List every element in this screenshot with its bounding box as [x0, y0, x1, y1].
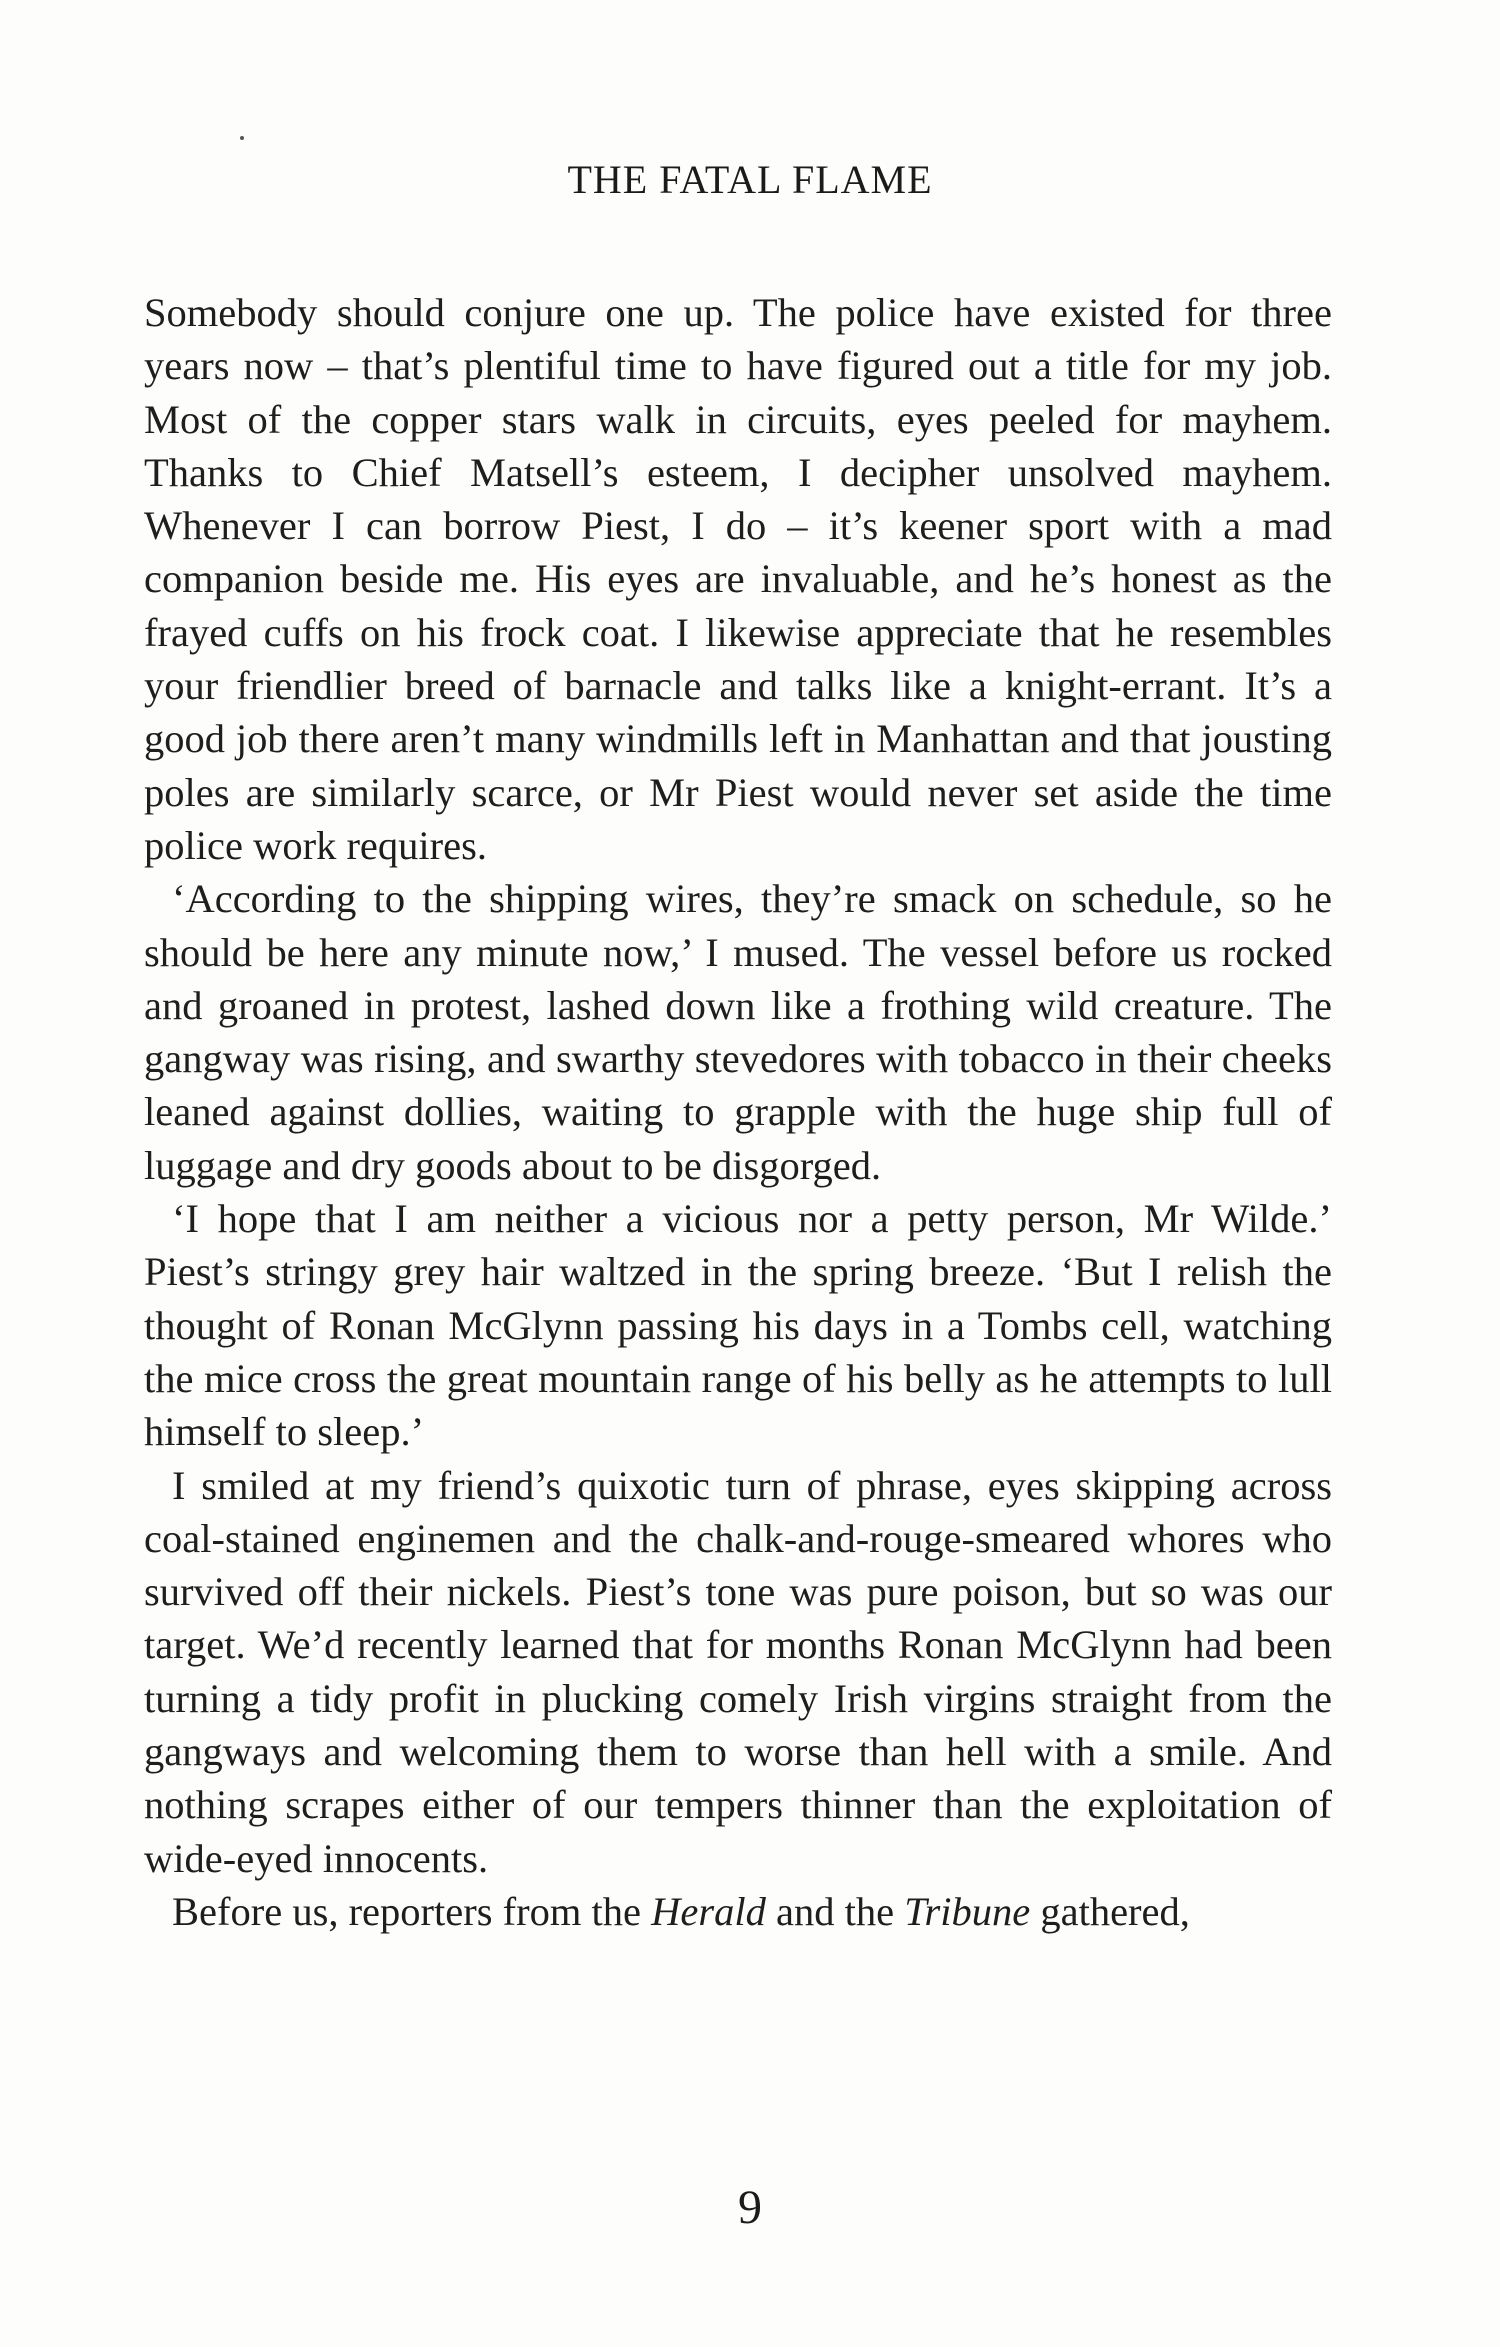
body-text [144, 286, 1332, 1938]
running-head: THE FATAL FLAME [567, 157, 933, 202]
paragraph [144, 1459, 1332, 1885]
text-segment: and the [765, 1888, 905, 1934]
text-segment: Before us, reporters from the [172, 1888, 652, 1934]
text-segment: ‘I hope that I am neither a vicious nor a petty person, Mr Wilde.’ Piest’s stringy grey hair waltzed in the spring breeze. ‘But I relish the thought of Ronan McGlynn passing his days in a Tombs cell, watching the mice cross the great mountain range of his belly as he attempts to lull himself to sleep.’ [144, 1196, 1332, 1455]
text-segment: Somebody should conjure one up. The police have existed for three years now – that’s plentiful time to have figured out a title for my job. Most of the copper stars walk in circuits, eyes peeled for mayhem. Thanks to Chief Matsell’s esteem, I decipher unsolved mayhem. Whenever I can borrow Piest, I do – it’s keener sport with a mad companion beside me. His eyes are invaluable, and he’s honest as the frayed cuffs on his frock coat. I likewise appreciate that he resembles your friendlier breed of barnacle and talks like a knight-errant. It’s a good job there aren’t many windmills left in Manhattan and that jousting poles are similarly scarce, or Mr Piest would never set aside the time police work requires. [144, 290, 1332, 868]
paragraph [144, 1192, 1332, 1458]
paragraph [144, 1885, 1332, 1938]
paragraph [144, 872, 1332, 1192]
newspaper-title: Herald [651, 1888, 766, 1934]
text-segment: ‘According to the shipping wires, they’re smack on schedule, so he should be here any minute now,’ I mused. The vessel before us rocked and groaned in protest, lashed down like a frothing wild creature. The gangway was rising, and swarthy stevedores with tobacco in their cheeks leaned against dollies, waiting to grapple with the huge ship full of luggage and dry goods about to be disgorged. [144, 876, 1332, 1188]
newspaper-title: Tribune [904, 1888, 1031, 1934]
text-segment: gathered, [1030, 1888, 1190, 1934]
paragraph [144, 286, 1332, 872]
paper-speck [240, 136, 244, 140]
page-number: 9 [738, 2181, 762, 2234]
text-segment: I smiled at my friend’s quixotic turn of phrase, eyes skipping across coal-stained enginemen and the chalk-and-rouge-smeared whores who survived off their nickels. Piest’s tone was pure poison, but so was our target. We’d recently learned that for months Ronan McGlynn had been turning a tidy profit in plucking comely Irish virgins straight from the gangways and welcoming them to worse than hell with a smile. And nothing scrapes either of our tempers thinner than the exploitation of wide-eyed innocents. [144, 1462, 1332, 1881]
